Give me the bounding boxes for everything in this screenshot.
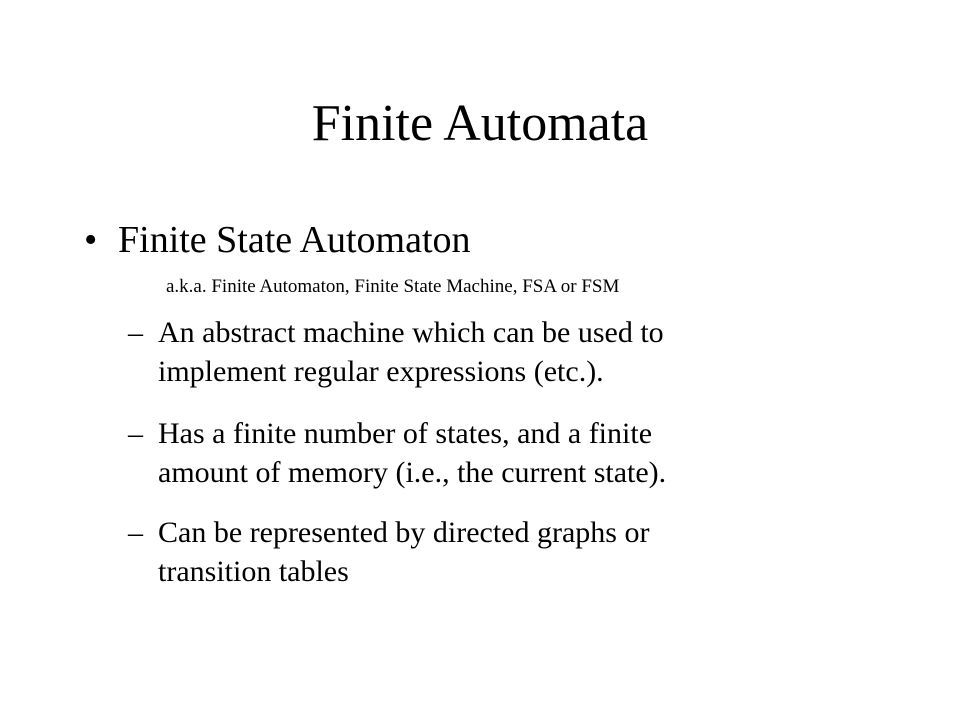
sub-item-text: Can be represented by directed graphs or transition tables xyxy=(158,516,650,588)
sub-item xyxy=(128,414,828,492)
main-bullet xyxy=(84,216,471,264)
sub-item xyxy=(128,513,828,591)
sub-item xyxy=(128,313,828,391)
sub-item-text: An abstract machine which can be used to implement regular expressions (etc.). xyxy=(158,316,664,388)
sub-item-text: Has a finite number of states, and a finite amount of memory (i.e., the current state). xyxy=(158,417,667,489)
sub-item-marker: – xyxy=(128,417,143,450)
bullet-text: Finite State Automaton xyxy=(118,219,471,261)
bullet-marker: • xyxy=(84,219,98,261)
sub-item-marker: – xyxy=(128,316,143,349)
slide-title: Finite Automata xyxy=(311,95,649,152)
aka-note: a.k.a. Finite Automaton, Finite State Machine, FSA or FSM xyxy=(166,276,620,297)
sub-item-marker: – xyxy=(128,516,143,549)
